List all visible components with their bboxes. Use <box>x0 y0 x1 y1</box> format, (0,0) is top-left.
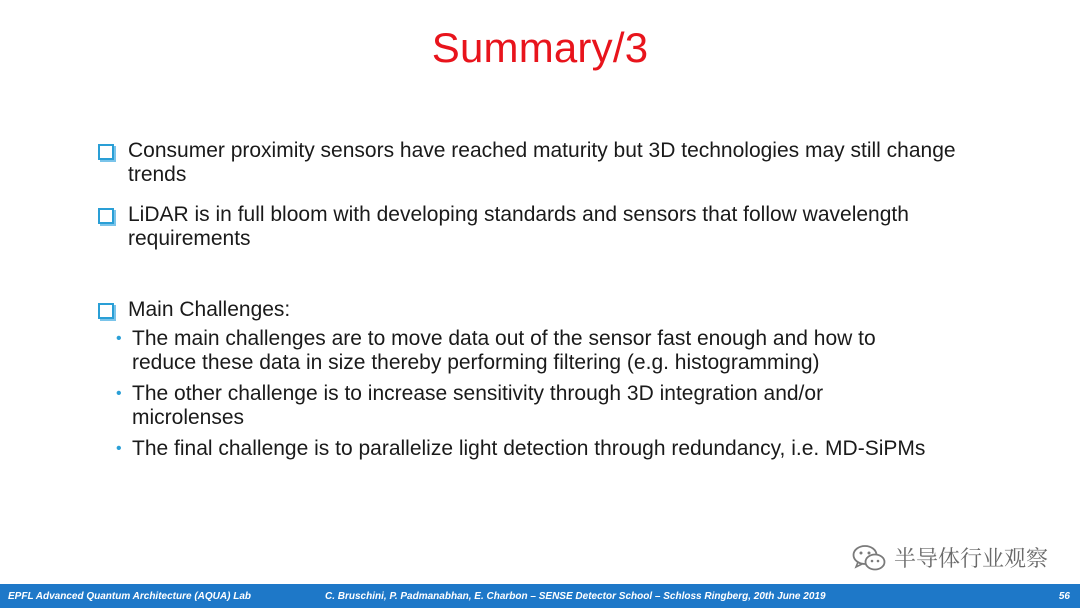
sub-bullet-item <box>116 437 936 461</box>
bullet-text: LiDAR is in full bloom with developing standards and sensors that follow wavelength requirements <box>128 203 909 250</box>
page-number: 56 <box>1058 591 1070 602</box>
sub-bullet-text: The other challenge is to increase sensitivity through 3D integration and/or microlenses <box>132 382 824 429</box>
bullet-dot-icon: • <box>116 440 122 457</box>
sub-bullet-text: The final challenge is to parallelize light detection through redundancy, i.e. MD-SiPMs <box>132 437 926 460</box>
checkbox-square-icon <box>98 208 114 224</box>
bullet-item <box>98 139 998 187</box>
sub-bullet-item <box>116 327 936 375</box>
bullet-dot-icon: • <box>116 385 122 402</box>
footer-lab-name: EPFL Advanced Quantum Architecture (AQUA) Lab <box>8 591 251 602</box>
checkbox-square-icon <box>98 303 114 319</box>
watermark-text: 半导体行业观察 <box>893 547 1048 572</box>
bullet-item <box>98 203 998 251</box>
slide-title: Summary/3 <box>431 24 649 71</box>
watermark <box>852 542 1048 573</box>
sub-bullet-item <box>116 382 936 430</box>
bullet-dot-icon: • <box>116 330 122 347</box>
sub-bullet-text: The main challenges are to move data out of the sensor fast enough and how to reduce these data in size thereby performing filtering (e.g. histogramming) <box>132 327 876 374</box>
checkbox-square-icon <box>98 144 114 160</box>
footer-authors: C. Bruschini, P. Padmanabhan, E. Charbon – SENSE Detector School – Schloss Ringberg, 20th June 2019 <box>325 591 826 602</box>
bullet-item <box>98 298 998 322</box>
bullet-text: Consumer proximity sensors have reached maturity but 3D technologies may still change trends <box>128 139 956 186</box>
bullet-text: Main Challenges: <box>128 298 291 321</box>
wechat-icon <box>852 544 886 572</box>
footer-bar <box>0 584 1080 608</box>
